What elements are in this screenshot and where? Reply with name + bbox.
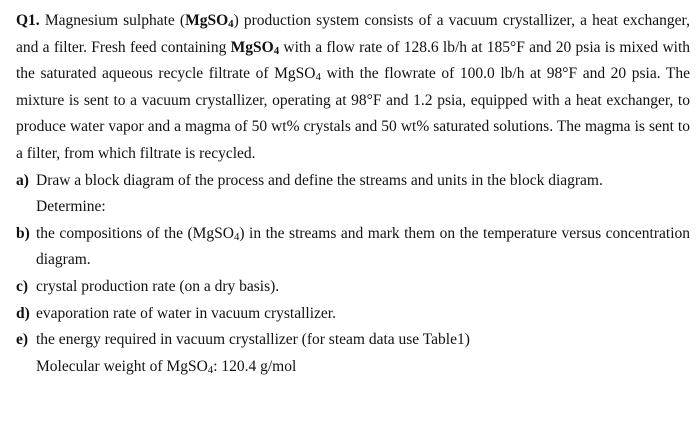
part-b bbox=[16, 221, 690, 274]
part-b-label: b) bbox=[16, 224, 30, 242]
part-e bbox=[16, 327, 690, 354]
intro-text-4: with the flowrate of 100.0 lb/h at 98°F and 20 psia. The mixture is sent to a vacuum crystallizer, operating at 98°F and 1.2 psia, equipped with a heat exchanger, to produce water vapor and a magma of 50 wt% crystals and 50 wt% saturated solutions. The magma is sent to a filter, from which filtrate is recycled. bbox=[16, 65, 690, 162]
part-e-text: the energy required in vacuum crystallizer (for steam data use Table1) bbox=[36, 331, 470, 349]
part-c bbox=[16, 274, 690, 301]
formula-mgso4: MgSO$_4$ bbox=[274, 65, 321, 84]
part-a bbox=[16, 168, 690, 195]
part-d-text: evaporation rate of water in vacuum crystallizer. bbox=[36, 304, 336, 322]
part-a-text: Draw a block diagram of the process and define the streams and units in the block diagram. bbox=[36, 171, 603, 189]
molecular-weight-note: Molecular weight of MgSO$_4$: 120.4 g/mol bbox=[36, 357, 297, 376]
part-b-text: the compositions of the (MgSO$_4$) in the streams and mark them on the temperature versus concentration diagram. bbox=[36, 224, 691, 269]
question-paragraph bbox=[16, 8, 690, 168]
part-e-label: e) bbox=[16, 331, 29, 349]
part-c-label: c) bbox=[16, 277, 29, 295]
determine-label: Determine: bbox=[36, 198, 106, 216]
part-d-label: d) bbox=[16, 304, 30, 322]
part-a-label: a) bbox=[16, 171, 29, 189]
question-number: Q1. bbox=[16, 12, 40, 29]
intro-text-3: with a flow rate of 128.6 lb/h at 185°F and 20 psia is mixed with the saturated aqueous recycle filtrate of bbox=[16, 38, 690, 83]
part-d bbox=[16, 301, 690, 328]
part-c-text: crystal production rate (on a dry basis). bbox=[36, 277, 280, 295]
intro-text-2: ) production system consists of a vacuum crystallizer, a heat exchanger, and a filter. Fresh feed containing bbox=[16, 12, 690, 56]
formula-mgso4-bold: MgSO$_4$ bbox=[185, 12, 234, 31]
intro-text-1: Magnesium sulphate ( bbox=[39, 12, 186, 29]
formula-mgso4-bold-2: MgSO$_4$ bbox=[230, 38, 280, 57]
